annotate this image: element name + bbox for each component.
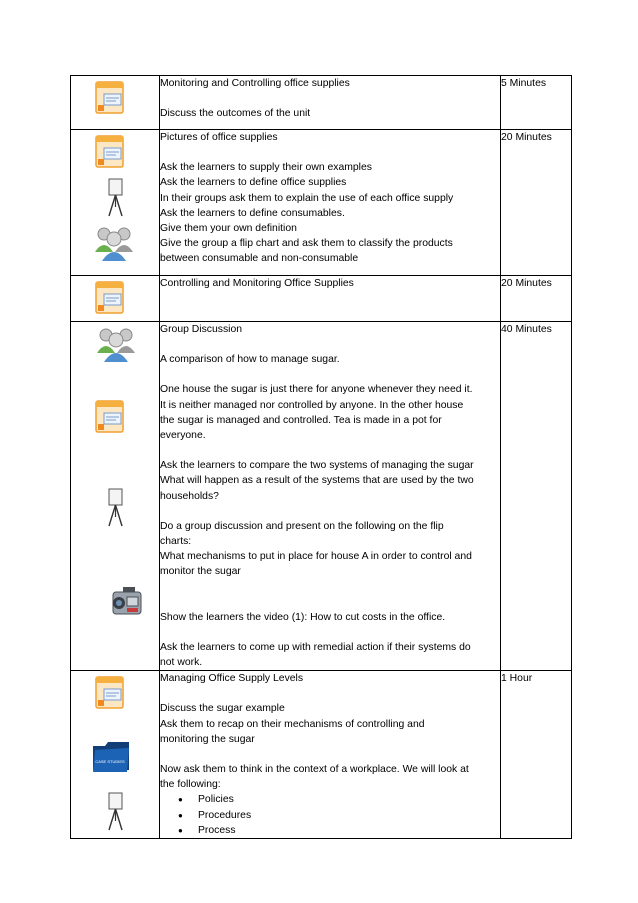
- activity-line: Do a group discussion and present on the following on the flip: [160, 520, 444, 532]
- activity-line: What will happen as a result of the systems that are used by the two: [160, 475, 474, 487]
- list-item: ● Policies: [198, 792, 500, 807]
- duration-cell: [501, 322, 572, 671]
- table-row: [71, 276, 572, 322]
- flip-chart-icon: [105, 487, 127, 527]
- icon-cell: [71, 130, 160, 276]
- icon-cell: [71, 76, 160, 130]
- activity-line: Now ask them to think in the context of a workplace. We will look at: [160, 764, 469, 776]
- duration-label: 20 Minutes: [501, 132, 552, 143]
- activity-line: In their groups ask them to explain the use of each office supply: [160, 192, 454, 204]
- duration-cell: [501, 130, 572, 276]
- table-row: [71, 130, 572, 276]
- activity-line: the sugar is managed and controlled. Tea is made in a pot for: [160, 414, 442, 426]
- duration-cell: [501, 76, 572, 130]
- duration-cell: [501, 276, 572, 322]
- list-item: ● Procedures: [198, 808, 500, 823]
- activity-line: Ask the learners to define consumables.: [160, 207, 345, 219]
- activity-cell: [160, 276, 501, 322]
- activity-line: monitor the sugar: [160, 566, 241, 578]
- activity-line: monitoring the sugar: [160, 733, 255, 745]
- duration-cell: [501, 671, 572, 839]
- activity-title: Group Discussion: [160, 324, 243, 335]
- duration-label: 1 Hour: [501, 673, 533, 685]
- activity-line: between consumable and non-consumable: [160, 253, 359, 265]
- icon-cell: [71, 322, 160, 671]
- video-camera-icon: [105, 584, 149, 622]
- activity-line: charts:: [160, 536, 192, 548]
- activity-line: Discuss the sugar example: [160, 703, 285, 715]
- activity-line: Ask them to recap on their mechanisms of controlling and: [160, 718, 425, 730]
- activity-line: Discuss the outcomes of the unit: [160, 108, 311, 120]
- activity-line: Ask the learners to come up with remedial action if their systems do: [160, 641, 471, 653]
- activity-cell: [160, 671, 501, 839]
- list-item: ● Process: [198, 823, 500, 838]
- activity-line: Ask the learners to compare the two systems of managing the sugar: [160, 460, 474, 472]
- duration-label: 5 Minutes: [501, 78, 547, 89]
- slides-icon: [95, 400, 125, 434]
- group-icon: [95, 325, 137, 363]
- icon-cell: [71, 276, 160, 322]
- activity-line: everyone.: [160, 430, 206, 442]
- icon-cell: [71, 671, 160, 839]
- folder-label: CASE STUDIES: [95, 759, 125, 765]
- activity-line: It is neither managed nor controlled by anyone. In the other house: [160, 399, 464, 411]
- slides-icon: [95, 676, 125, 710]
- activity-cell: [160, 322, 501, 671]
- activity-title: Monitoring and Controlling office supplies: [160, 78, 350, 89]
- activity-title: Managing Office Supply Levels: [160, 673, 304, 685]
- lesson-plan-table: [70, 75, 572, 839]
- activity-title: Controlling and Monitoring Office Supplies: [160, 278, 354, 289]
- slides-icon: [95, 281, 125, 315]
- activity-line: One house the sugar is just there for anyone whenever they need it.: [160, 384, 473, 396]
- activity-line: Ask the learners to supply their own examples: [160, 162, 372, 174]
- table-row: [71, 322, 572, 671]
- bullet-list: [160, 792, 500, 838]
- flip-chart-icon: [105, 177, 127, 217]
- activity-line: not work.: [160, 657, 203, 669]
- activity-line: the following:: [160, 779, 221, 791]
- activity-title: Pictures of office supplies: [160, 132, 278, 143]
- activity-line: Give them your own definition: [160, 223, 297, 235]
- duration-label: 40 Minutes: [501, 324, 552, 335]
- slides-icon: [95, 135, 125, 169]
- flip-chart-icon: [105, 791, 127, 831]
- activity-line: Show the learners the video (1): How to cut costs in the office.: [160, 611, 446, 623]
- activity-line: A comparison of how to manage sugar.: [160, 354, 340, 366]
- activity-line: Ask the learners to define office supplies: [160, 177, 347, 189]
- table-row: [71, 76, 572, 130]
- group-icon: [93, 224, 135, 262]
- activity-line: What mechanisms to put in place for house A in order to control and: [160, 551, 472, 563]
- table-row: [71, 671, 572, 839]
- activity-cell: [160, 76, 501, 130]
- duration-label: 20 Minutes: [501, 278, 552, 289]
- case-studies-folder-icon: [91, 738, 131, 774]
- activity-line: Give the group a flip chart and ask them to classify the products: [160, 238, 453, 250]
- activity-cell: [160, 130, 501, 276]
- slides-icon: [95, 81, 125, 115]
- activity-line: households?: [160, 490, 219, 502]
